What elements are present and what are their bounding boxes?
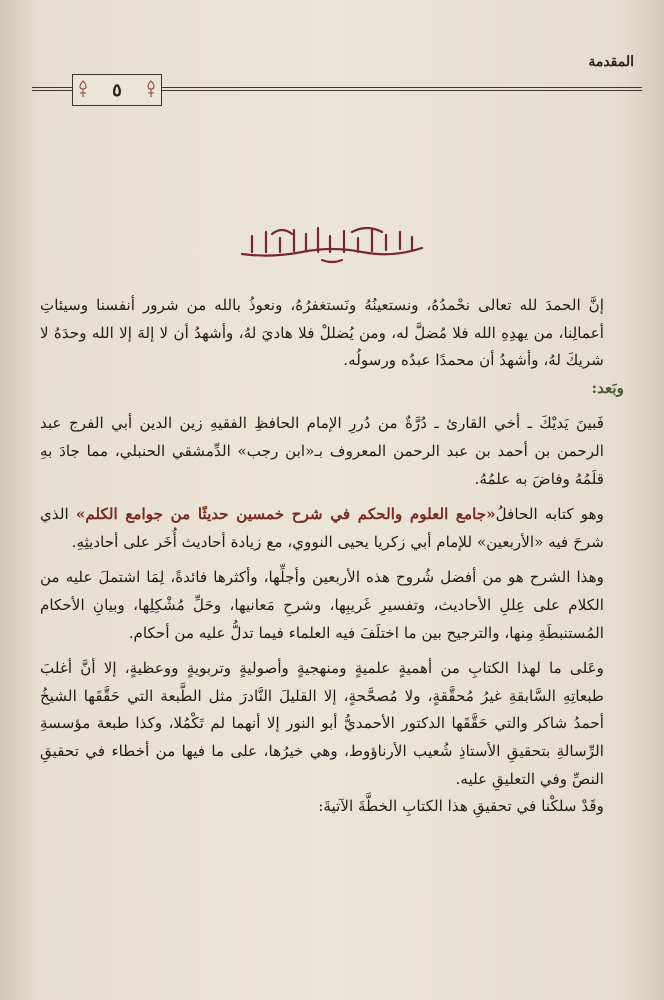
page-number-frame <box>72 74 162 106</box>
paragraph-1: إنَّ الحمدَ لله تعالى نحْمدُهُ، ونستعينُهُ ونَستغفرُهُ، ونعوذُ بالله من شرور أنفسنا وسيئاتِ أعمالِنا، من يهدِهِ الله فلا مُضلَّ له، ومن يُضللْ فلا هاديَ لهُ، وأشهدُ أن لا إلهَ إلا الله وحدَهُ لا شريكَ لهُ، وأشهدُ أن محمدًا عبدُه ورسولُه. <box>40 296 604 370</box>
floral-ornament-icon <box>77 80 89 98</box>
body-text <box>40 292 624 821</box>
paragraph-4-rest: الذي شرحَ فيه «الأربعين» للإمام أبي زكريا يحيى النووي، مع زيادة أحاديث أُخَر على أحاديثِهِ. <box>40 505 604 551</box>
paragraph-4 <box>40 501 624 556</box>
paragraph-4-intro: وهو كتابه الحافلُ <box>495 505 604 524</box>
paragraph-2-label <box>40 375 624 403</box>
running-header <box>20 54 642 104</box>
paragraph-6: وعَلى ما لهذا الكتابِ من أهميةٍ علميةٍ ومنهجيةٍ وأصوليةٍ وتربويةٍ ووعظيةٍ، إلا أنَّ أغلبَ طبعاتِهِ السَّابقةِ غيرُ مُحقَّقةٍ، ولا مُصحَّحةٍ، إلا القليلَ النَّادرَ مثل الطَّبعة التي حَقَّقَها الشيخُ أحمدُ شاكر والتي حَقَّقَها الدكتور الأحمديُّ أبو النور إلا أنهما لم تَكْمُلا، وكذا طبعة مؤسسةِ الرِّسالةِ بتحقيقِ الأستاذِ شُعيب الأرناؤوط، وهي خيرُها، على ما فيها من أخطاء في تحقيقِ النصِّ وفي التعليقِ عليه. <box>40 659 604 788</box>
paragraph-5: وهذا الشرح هو من أفضل شُروح هذه الأربعين وأجلِّها، وأكثرها فائدةً، لِمَا اشتملَ عليه من الكلام على عِللِ الأحاديث، وتفسيرِ غَريبِها، وشرحِ مَعانيها، وحَلِّ مُشْكِلِها، وبيانِ الأحكام المُستنبطَةِ مِنها، والترجيح بين ما اختلَفَ فيه العلماء فيما تدلُّ عليه من أحكام. <box>40 568 604 642</box>
book-title: «جامع العلوم والحكم في شرح خمسين حديثًا من جوامع الكلم» <box>75 505 496 524</box>
chapter-title: المقدمة <box>588 54 634 70</box>
section-label: وبَعد: <box>591 378 624 397</box>
paragraph-7: وقَدْ سلكْنا في تحقيقِ هذا الكتابِ الخطَّةَ الآتيةَ: <box>318 797 604 816</box>
paragraph-3: فَبينَ يَديْكَ ـ أخي القارئ ـ دُرَّةٌ من دُررِ الإمام الحافظِ الفقيهِ زين الدين أبي الفرج عبد الرحمن بن أحمد بن عبد الرحمن المعروف بـ«ابن رجب» الدِّمشقي الحنبلي، مما جادَ بهِ قلَمُهُ وفاضَ به علمُهُ. <box>40 414 604 488</box>
page-number: ٥ <box>112 79 122 101</box>
basmala-calligraphy-icon <box>232 222 432 266</box>
floral-ornament-icon <box>145 80 157 98</box>
